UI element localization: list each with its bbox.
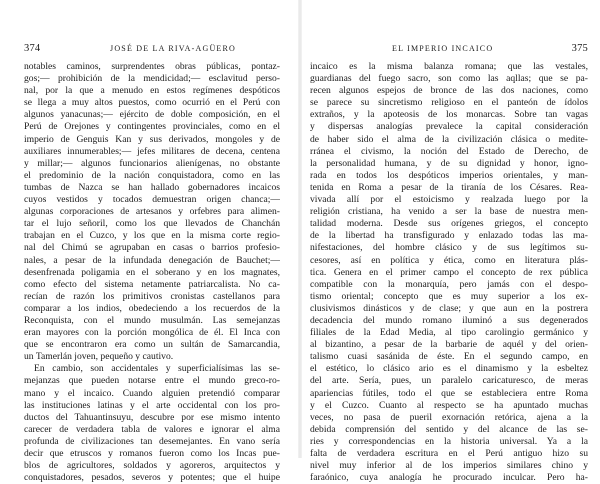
text-line: nal del Chimú se agrupaban en casas o barrios profesio-: [24, 242, 280, 254]
text-line: tenida en Roma a pesar de la tiranía de los Césares. Rea-: [310, 181, 588, 193]
text-line: tumbas de Nazca se han hallado gobernadores incaicos: [24, 181, 280, 193]
text-line: recían de razón los primitivos cronistas castellanos para: [24, 290, 280, 302]
text-line: vivada allí por el estoicismo y realzada luego por la: [310, 194, 588, 206]
text-line: compatible con la monarquía, pero jamás con el despo-: [310, 278, 588, 290]
text-line: tismo oriental; concepto que es muy superior a los ex-: [310, 290, 588, 302]
text-line: talidad moderna. Desde sus orígenes griegos, el concepto: [310, 218, 588, 230]
text-line: el estético, lo clásico ario es el dinamismo y la esbeltez: [310, 363, 588, 375]
text-line: guardianas del fuego sacro, son como las aqllas; que se pa-: [310, 73, 588, 85]
text-line: un Tamerlán joven, pequeño y cautivo.: [24, 351, 174, 363]
text-line: nifestaciones, del hombre clásico y de sus legítimos su-: [310, 242, 588, 254]
text-line: decir que etruscos y romanos fueron como los Incas pue-: [24, 448, 280, 459]
text-line: mano y el incaico. Cuando alguien pretendió comparar: [24, 387, 280, 399]
text-line: conquistadores, pesados, severos y potentes; que el huipe: [24, 472, 280, 484]
text-line: al bizantino, a pesar de la barbarie de aquél y del orien-: [310, 339, 588, 351]
text-line: apariencias fútiles, todo el que se estableciera entre Roma: [310, 387, 588, 399]
text-line: extraños, y la apoteosis de los monarcas. Sobre tan vagas: [310, 109, 588, 121]
text-line: tar el lujo señoril, como los que llevados de Chanchán: [24, 218, 280, 230]
text-line: cuyos vestidos y tocados demuestran origen chanca;—: [24, 194, 280, 206]
text-line: faraónico, cuya analogía he procurado inculcar. Pero ha-: [310, 472, 588, 484]
text-line: rada en todos los despóticos imperios orientales, y man-: [310, 169, 588, 181]
text-line: debida comprensión del sentido y del alcance de las se-: [310, 423, 588, 435]
text-line: trabajan en el Cuzco, y los que en la misma corte regio-: [24, 230, 280, 242]
right-page: [300, 0, 600, 484]
text-line: se parece su sincretismo religioso en el panteón de ídolos: [310, 97, 588, 109]
text-line: filiales de la Edad Media, al tipo carolingio germánico y: [310, 327, 588, 339]
text-line: nales, a pesar de la infundada denegación de Bauchet;—: [24, 254, 280, 266]
text-line: decadencia del mundo romano iluminó a sus degenerados: [310, 314, 588, 326]
text-line: talismo cuasi sasánida de éste. En el segundo campo, en: [310, 351, 588, 363]
text-line: desenfrenada poligamia en el soberano y en los magnates,: [24, 266, 280, 278]
text-line: nal, por la que a menudo en estos regímenes despóticos: [24, 85, 280, 97]
text-line: como efecto del sistema netamente patriarcalista. No ca-: [24, 278, 280, 290]
text-line: algunas corporaciones de artesanos y orfebres para alimen-: [24, 206, 280, 218]
text-line: rránea el civismo, la noción del Estado de Derecho, de: [310, 145, 588, 157]
text-line: y dispersas analogías prevalece la capital consideración: [310, 121, 588, 133]
text-line: y millar;— algunos funcionarios alienígenas, no obstante: [24, 157, 280, 169]
text-line: ries y correspondencias en la historia universal. Ya a la: [310, 435, 588, 447]
right-page-body: [310, 61, 588, 484]
text-line: de haber sido el alma de la civilización clásica o medite-: [310, 133, 588, 145]
text-line: veces, no pasa de pueril exornación retórica, ajena a la: [310, 411, 588, 423]
text-line: eran mayores con la porción mongólica de él. El Inca con: [24, 327, 280, 339]
text-line: auxiliares innumerables;— jefes militares de decena, centena: [24, 145, 280, 157]
text-line: la personalidad humana, y de su dignidad y honor, igno-: [310, 157, 588, 169]
text-line: ductos del Tahuantinsuyu, descubre por ese mismo intento: [24, 411, 280, 423]
text-line: las instituciones latinas y el arte occidental con los pro-: [24, 399, 280, 411]
text-line: religión cristiana, ha venido a ser la base de nuestra men-: [310, 206, 588, 218]
right-page-number: 375: [571, 43, 588, 54]
text-line: que se encontraron era como un sultán de Samarcandia,: [24, 339, 280, 351]
text-line: recen algunos espejos de bronce de las dos naciones, como: [310, 85, 588, 97]
text-line: notables caminos, surprendentes obras públicas, pontaz-: [24, 61, 280, 72]
text-line: se llega a muy altos puestos, como ocurrió en el Perú con: [24, 97, 280, 109]
text-line: mejanzas que pueden notarse entre el mundo greco-ro-: [24, 375, 280, 387]
left-page-number: 374: [24, 43, 41, 54]
text-line: gos;— prohibición de la mendicidad;— esclavitud perso-: [24, 73, 280, 85]
text-line: del arte. Sería, pues, un paralelo caricaturesco, de meras: [310, 375, 588, 387]
text-line: carecer de verdadera tabla de valores e ignorar el alma: [24, 423, 280, 435]
text-line: comparar a los indios, obedeciendo a los recuerdos de la: [24, 302, 280, 314]
text-line: tica. Genera en el primer campo el concepto de rex pública: [310, 266, 588, 278]
text-line: falta de verdadera escritura en el Perú antiguo hizo su: [310, 448, 588, 459]
text-line: nivel muy inferior al de los imperios similares chino y: [310, 460, 588, 472]
left-page-body: [24, 61, 280, 484]
text-line: el predominio de la nación conquistadora, como en las: [24, 169, 280, 181]
text-line: y el Cuzco. Cuanto al respecto se ha apuntado muchas: [310, 399, 588, 411]
text-line: imperio de Genguis Kan y sus derivados, mongoles y de: [24, 133, 280, 145]
text-line: de la libertad ha transfigurado y enlazado todas las ma-: [310, 230, 588, 242]
text-line: Reconquista, con el mundo musulmán. Las semejanzas: [24, 314, 280, 326]
text-line: clusivismos dinásticos y de clase; y que aun en la postrera: [310, 302, 588, 314]
text-line: En cambio, son accidentales y superficialísimas las se-: [34, 363, 280, 375]
text-line: profunda de civilizaciones tan desemejantes. En vano sería: [24, 435, 280, 447]
text-line: incaico es la misma balanza romana; que las vestales,: [310, 61, 588, 72]
right-running-head: EL IMPERIO INCAICO: [392, 44, 494, 53]
text-line: cesores, así en política y ética, como en literatura plás-: [310, 254, 588, 266]
text-line: algunos yanacunas;— ejército de doble composición, en el: [24, 109, 280, 121]
text-line: Perú de Orejones y contingentes provinciales, como en el: [24, 121, 280, 133]
text-line: blos de agricultores, soldados y agoreros, arquitectos y: [24, 460, 280, 472]
left-running-head: JOSÉ DE LA RIVA-AGÜERO: [110, 44, 237, 53]
